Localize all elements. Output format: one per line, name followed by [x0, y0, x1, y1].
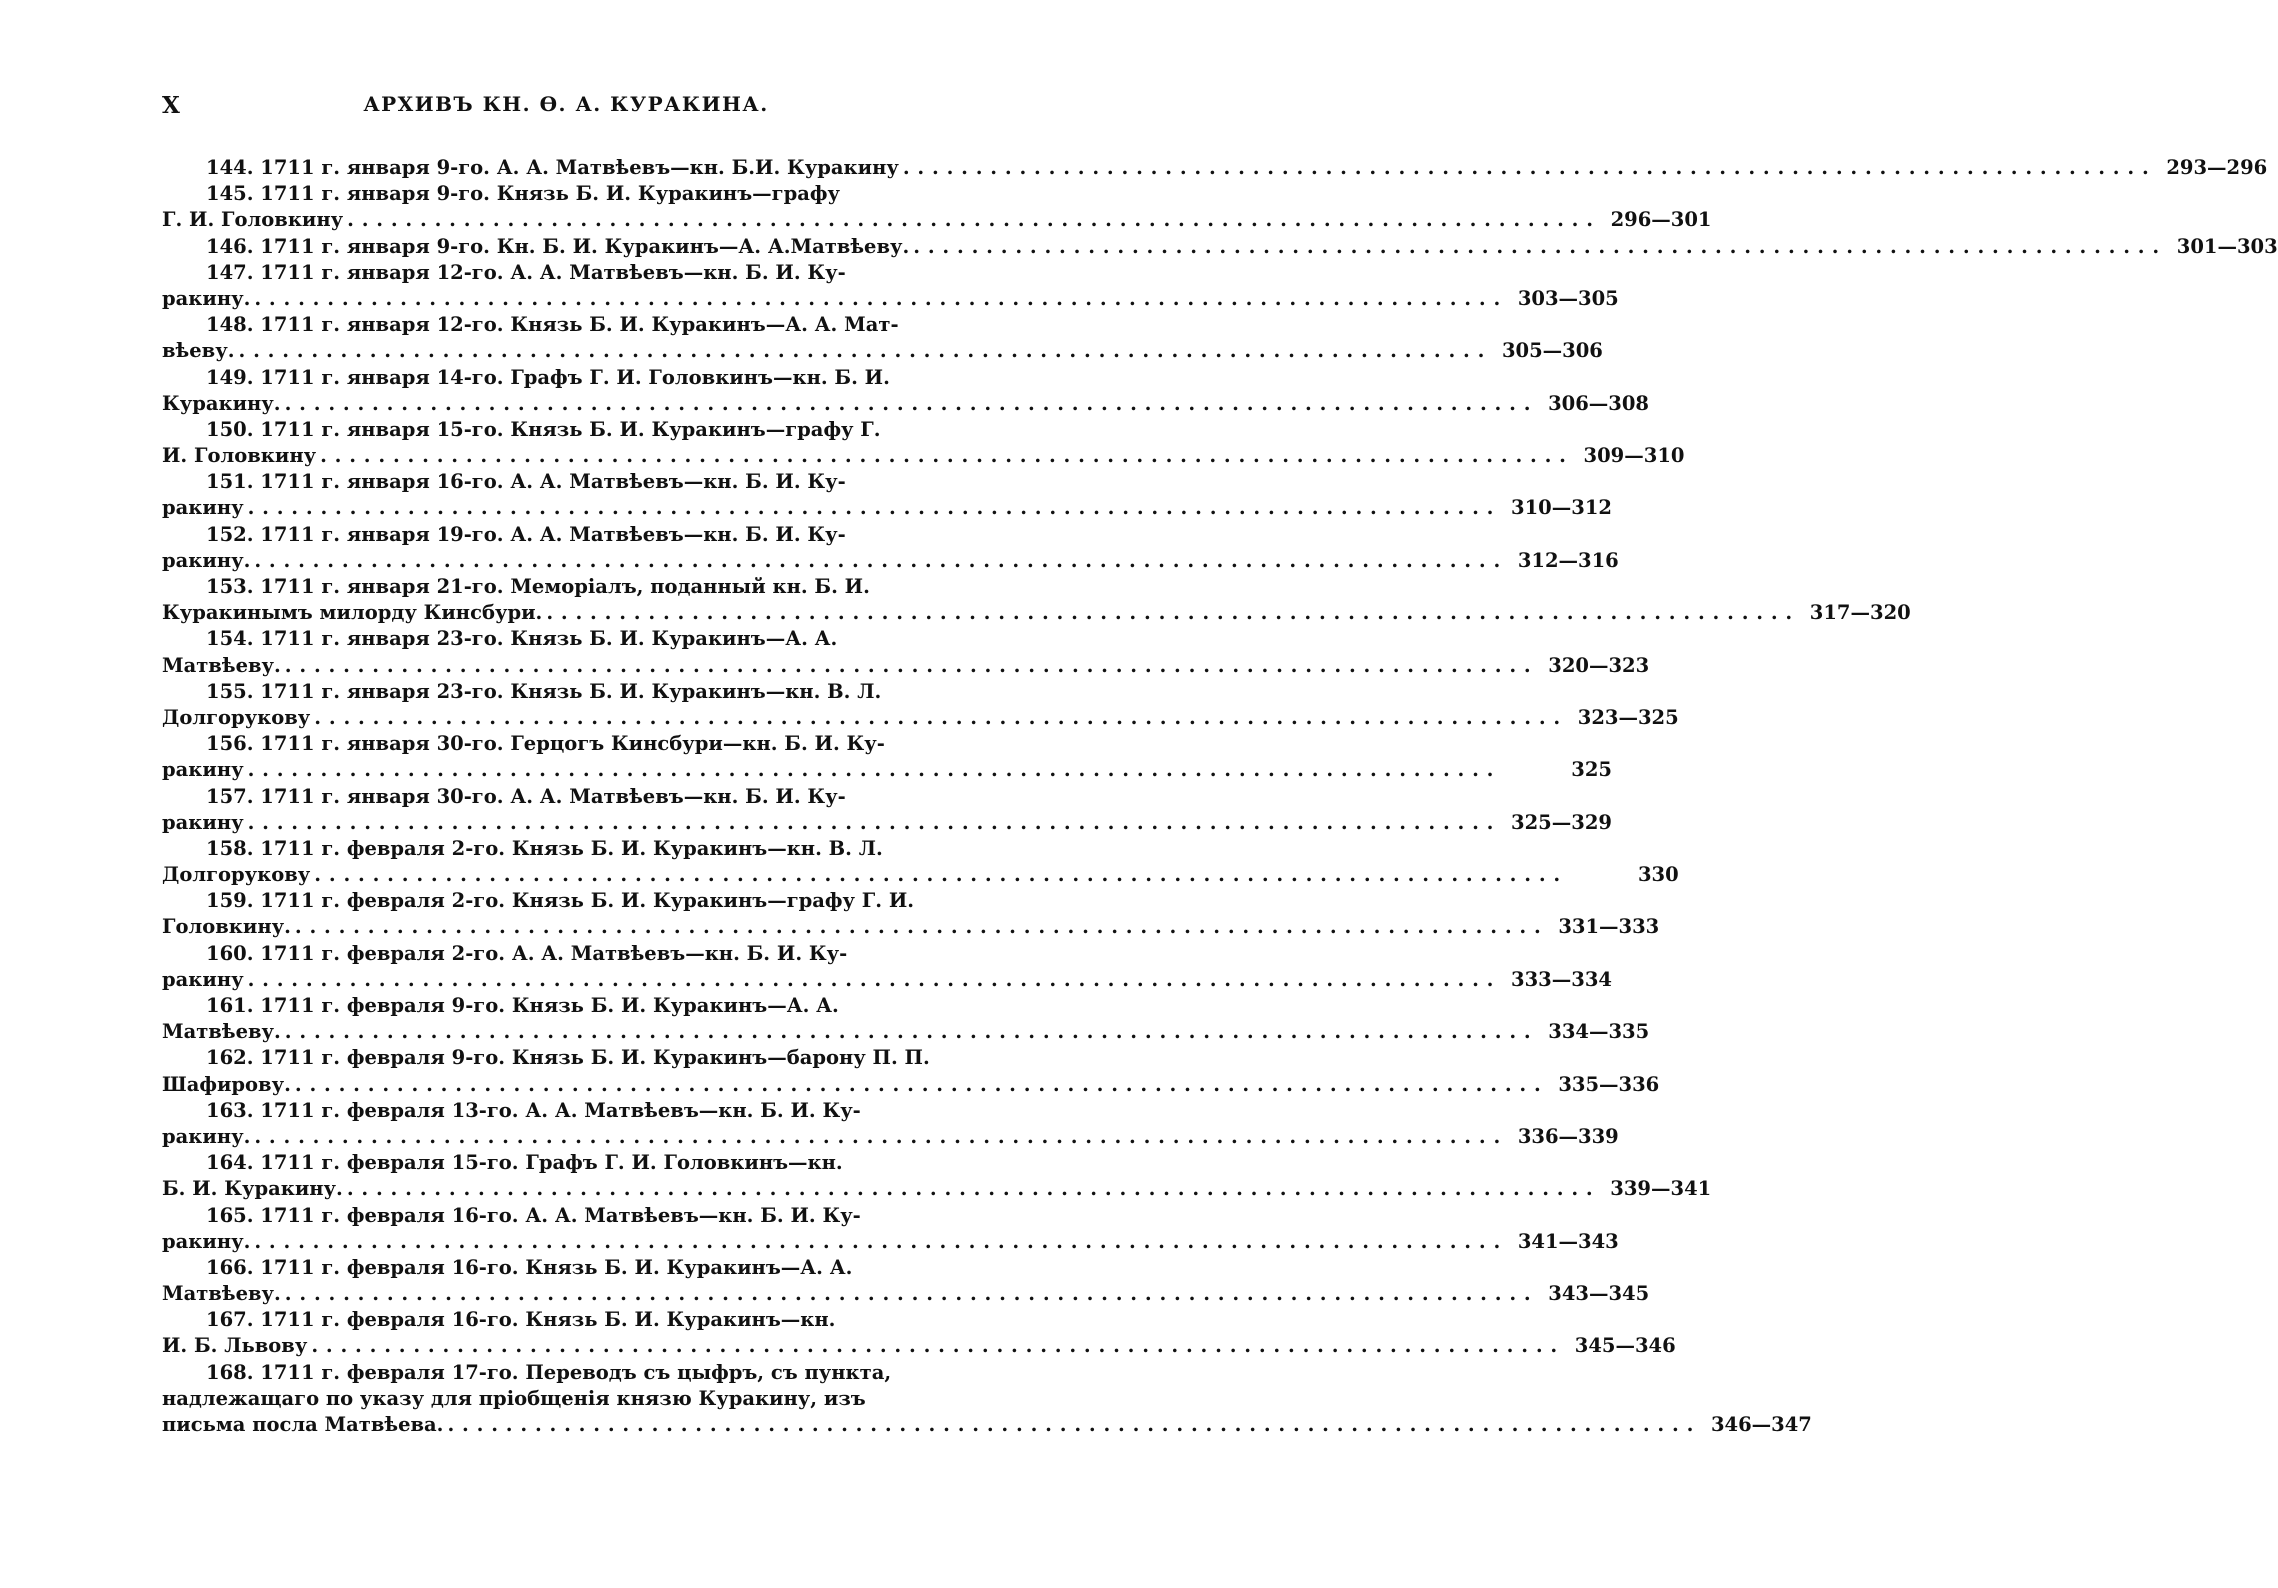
toc-entry — [162, 784, 1612, 836]
dot-leader — [235, 338, 1485, 364]
toc-entry — [162, 469, 1612, 521]
page-range: 317—320 — [1809, 601, 1911, 625]
toc-entry-line — [162, 1176, 1712, 1202]
toc-entry — [162, 888, 1660, 940]
toc-entry-text: 164. 1711 г. февраля 15-го. Графъ Г. И. Головкинъ—кн. — [206, 1151, 843, 1175]
toc-entry-line — [162, 391, 1649, 417]
toc-entry-line — [162, 1019, 1650, 1045]
page-range: 345—346 — [1574, 1334, 1676, 1358]
toc-entry-line — [162, 836, 970, 862]
page-range: 346—347 — [1710, 1413, 1812, 1436]
page-range: 331—333 — [1558, 915, 1660, 939]
toc-entry-line — [162, 679, 970, 705]
page-range: 306—308 — [1548, 391, 1649, 415]
toc-entry — [162, 1150, 1712, 1202]
toc-entry-line — [162, 1360, 970, 1386]
toc-entry-text: 149. 1711 г. января 14-го. Графъ Г. И. Головкинъ—кн. Б. И. — [206, 365, 890, 389]
toc-entry-text: ракину — [162, 810, 244, 834]
toc-entry — [162, 941, 1612, 993]
toc-entry-text: 148. 1711 г. января 12-го. Князь Б. И. Куракинъ—А. А. Мат- — [206, 313, 899, 337]
toc-entry-text: 167. 1711 г. февраля 16-го. Князь Б. И. Куракинъ—кн. — [206, 1308, 836, 1332]
dot-leader — [542, 600, 1792, 626]
toc-entry-line — [162, 260, 970, 286]
toc-entry — [162, 1203, 1619, 1255]
toc-entry-line — [162, 1281, 1650, 1307]
toc-entry — [162, 1098, 1619, 1150]
toc-entry-line — [162, 1307, 970, 1333]
toc-entry-text: 151. 1711 г. января 16-го. А. А. Матвѣевъ—кн. Б. И. Ку- — [206, 470, 846, 494]
toc-entry-line — [162, 286, 1619, 312]
toc-entry-text: 156. 1711 г. января 30-го. Герцогъ Кинсбури—кн. Б. И. Ку- — [206, 732, 885, 756]
toc-entry-line — [162, 312, 970, 338]
dot-leader — [281, 653, 1531, 679]
dot-leader — [244, 495, 1494, 521]
toc-entry-line — [162, 155, 2268, 181]
toc-entry-text: Б. И. Куракину. — [162, 1177, 343, 1201]
page-range: 341—343 — [1517, 1229, 1619, 1253]
dot-leader — [307, 1333, 1557, 1359]
toc-entry — [162, 993, 1650, 1045]
page-range: 343—345 — [1548, 1282, 1650, 1306]
page-range: 312—316 — [1517, 548, 1619, 572]
running-title: АРХИВЪ КН. Ѳ. А. КУРАКИНА. — [363, 92, 769, 116]
toc-entry-text: Матвѣеву. — [162, 653, 281, 677]
toc-entry-text: Шафирову. — [162, 1072, 291, 1096]
toc-entry-line — [162, 862, 1679, 888]
page-range: 333—334 — [1511, 967, 1612, 991]
toc-entry-text: 168. 1711 г. февраля 17-го. Переводъ съ цыфръ, съ пункта, — [206, 1360, 892, 1384]
toc-entry-text: 159. 1711 г. февраля 2-го. Князь Б. И. Куракинъ—графу Г. И. — [206, 889, 915, 913]
toc-entry-text: надлежащаго по указу для пріобщенія князю Куракину, изъ — [162, 1386, 866, 1410]
page-range: 325—329 — [1511, 810, 1612, 834]
toc-entry-line — [162, 1098, 970, 1124]
dot-leader — [316, 443, 1566, 469]
toc-entry-line — [162, 653, 1650, 679]
toc-entry — [162, 312, 1603, 364]
toc-entry — [162, 836, 1679, 888]
dot-leader — [443, 1412, 1693, 1438]
page-range: 330 — [1637, 863, 1679, 887]
toc-entry-line — [162, 784, 970, 810]
page-header — [162, 92, 970, 122]
toc-entry-text: 155. 1711 г. января 23-го. Князь Б. И. Куракинъ—кн. В. Л. — [206, 679, 882, 703]
toc-entry — [162, 417, 1685, 469]
toc-entry-line — [162, 1124, 1619, 1150]
toc-entry-text: Г. И. Головкину — [162, 208, 344, 232]
toc-entry-text: ракину — [162, 967, 244, 991]
toc-entry-line — [162, 1150, 970, 1176]
dot-leader — [281, 1019, 1531, 1045]
page-range: 301—303 — [2176, 234, 2278, 258]
toc-entry-text: ракину — [162, 496, 244, 520]
toc-entry-line — [162, 967, 1612, 993]
toc-entry-text: ракину. — [162, 548, 251, 572]
toc-entry-line — [162, 731, 970, 757]
dot-leader — [244, 967, 1494, 993]
dot-leader — [281, 1281, 1531, 1307]
toc-entry-line — [162, 626, 970, 652]
toc-entry-text: Долгорукову — [162, 863, 311, 887]
page-range: 296—301 — [1610, 208, 1712, 232]
toc-entry — [162, 731, 1612, 783]
toc-entry-line — [162, 522, 970, 548]
toc-entry-line — [162, 1072, 1660, 1098]
toc-entry-text: ракину. — [162, 1229, 251, 1253]
toc-entry-text: ракину — [162, 758, 244, 782]
toc-entry-text: И. Б. Львову — [162, 1334, 308, 1358]
toc-entry-line — [162, 1333, 1676, 1359]
toc-entry-line — [162, 1255, 970, 1281]
toc-entry-line — [162, 365, 970, 391]
toc-entry-text: 147. 1711 г. января 12-го. А. А. Матвѣевъ—кн. Б. И. Ку- — [206, 260, 846, 284]
toc-entry-line — [162, 338, 1603, 364]
toc-entry-line — [162, 443, 1685, 469]
page-number: X — [162, 92, 180, 119]
toc-entry-line — [162, 1412, 1812, 1438]
toc-entry-line — [162, 1229, 1619, 1255]
dot-leader — [909, 234, 2159, 260]
toc-entry — [162, 1360, 1812, 1439]
dot-leader — [250, 286, 1500, 312]
toc-entry-text: 157. 1711 г. января 30-го. А. А. Матвѣевъ—кн. Б. И. Ку- — [206, 784, 846, 808]
toc-entry-text: 160. 1711 г. февраля 2-го. А. А. Матвѣевъ—кн. Б. И. Ку- — [206, 941, 848, 965]
toc-entry-text: 166. 1711 г. февраля 16-го. Князь Б. И. Куракинъ—А. А. — [206, 1255, 853, 1279]
toc-entry-text: И. Головкину — [162, 444, 317, 468]
toc-entry-text: Куракинымъ милорду Кинсбури. — [162, 601, 543, 625]
dot-leader — [250, 1229, 1500, 1255]
toc-entry-text: 144. 1711 г. января 9-го. А. А. Матвѣевъ—кн. Б.И. Куракину — [206, 156, 899, 179]
toc-entry — [162, 181, 1712, 233]
toc-entry-text: ракину. — [162, 1124, 251, 1148]
toc-entry-text: Куракину. — [162, 391, 281, 415]
dot-leader — [281, 391, 1531, 417]
toc-entry — [162, 574, 1911, 626]
toc-entry-text: Долгорукову — [162, 705, 311, 729]
toc-entry-text: ракину. — [162, 286, 251, 310]
dot-leader — [244, 757, 1494, 783]
toc-entry-line — [162, 1045, 970, 1071]
page-range: 339—341 — [1610, 1177, 1712, 1201]
page-range: 334—335 — [1548, 1020, 1650, 1044]
dot-leader — [244, 810, 1494, 836]
page-range: 336—339 — [1517, 1124, 1619, 1148]
toc-entry-text: 145. 1711 г. января 9-го. Князь Б. И. Куракинъ—графу — [206, 182, 840, 206]
toc-entry-text: 162. 1711 г. февраля 9-го. Князь Б. И. Куракинъ—барону П. П. — [206, 1046, 930, 1070]
toc-entry-text: 158. 1711 г. февраля 2-го. Князь Б. И. Куракинъ—кн. В. Л. — [206, 836, 883, 860]
toc-entry-text: 154. 1711 г. января 23-го. Князь Б. И. Куракинъ—А. А. — [206, 627, 838, 651]
toc-entry-line — [162, 181, 970, 207]
toc-entry-line — [162, 469, 970, 495]
dot-leader — [343, 207, 1593, 233]
toc-entry-line — [162, 600, 1911, 626]
toc-entry-line — [162, 914, 1660, 940]
toc-entry-line — [162, 417, 970, 443]
dot-leader — [291, 1072, 1541, 1098]
toc-entry-line — [162, 207, 1712, 233]
toc-entry — [162, 365, 1649, 417]
dot-leader — [291, 914, 1541, 940]
toc-entry-text: Матвѣеву. — [162, 1282, 281, 1306]
toc-entry-line — [162, 1203, 970, 1229]
toc-entry — [162, 522, 1619, 574]
page-range: 305—306 — [1501, 339, 1603, 363]
page-range: 323—325 — [1577, 705, 1679, 729]
toc-entry-line — [162, 993, 970, 1019]
toc-entry — [162, 1307, 1676, 1359]
dot-leader — [250, 1124, 1500, 1150]
toc-entry — [162, 679, 1679, 731]
dot-leader — [310, 862, 1560, 888]
toc-entry-line — [162, 234, 2278, 260]
page-range: 303—305 — [1517, 286, 1619, 310]
toc-entry-text: 161. 1711 г. февраля 9-го. Князь Б. И. Куракинъ—А. А. — [206, 994, 839, 1017]
page-range: 335—336 — [1558, 1072, 1660, 1096]
toc-entry-text: 146. 1711 г. января 9-го. Кн. Б. И. Куракинъ—А. А.Матвѣеву. — [206, 234, 910, 258]
toc-entry-line — [162, 548, 1619, 574]
dot-leader — [343, 1176, 1593, 1202]
toc-entry-line — [162, 705, 1679, 731]
page-range: 325 — [1571, 758, 1612, 782]
toc-entry-text: Головкину. — [162, 915, 291, 939]
toc-entry-line — [162, 941, 970, 967]
toc-entry — [162, 1255, 1650, 1307]
toc-entry-text: вѣеву. — [162, 339, 235, 363]
toc-entry-line — [162, 888, 970, 914]
toc-entry-text: 165. 1711 г. февраля 16-го. А. А. Матвѣевъ—кн. Б. И. Ку- — [206, 1203, 861, 1227]
toc-entry-text: письма посла Матвѣева. — [162, 1413, 444, 1436]
page-range: 293—296 — [2166, 156, 2268, 179]
toc-entry-text: Матвѣеву. — [162, 1020, 281, 1044]
page-range: 310—312 — [1511, 496, 1612, 520]
toc-entry-text: 163. 1711 г. февраля 13-го. А. А. Матвѣевъ—кн. Б. И. Ку- — [206, 1098, 861, 1122]
toc-entry-line — [162, 495, 1612, 521]
toc-entry — [162, 234, 2278, 260]
toc-entry-text: 153. 1711 г. января 21-го. Меморіалъ, поданный кн. Б. И. — [206, 575, 870, 598]
dot-leader — [250, 548, 1500, 574]
dot-leader — [899, 155, 2149, 181]
toc-entry-line — [162, 810, 1612, 836]
table-of-contents — [162, 155, 2278, 1438]
page-range: 320—323 — [1548, 653, 1650, 677]
toc-entry — [162, 626, 1650, 678]
toc-entry-line — [162, 574, 970, 600]
toc-entry-line — [162, 757, 1612, 783]
toc-entry — [162, 155, 2268, 181]
toc-entry-text: 152. 1711 г. января 19-го. А. А. Матвѣевъ—кн. Б. И. Ку- — [206, 522, 846, 546]
dot-leader — [310, 705, 1560, 731]
toc-entry-text: 150. 1711 г. января 15-го. Князь Б. И. Куракинъ—графу Г. — [206, 417, 881, 441]
toc-entry-line — [162, 1386, 970, 1412]
toc-entry — [162, 1045, 1660, 1097]
toc-entry — [162, 260, 1619, 312]
page-range: 309—310 — [1583, 444, 1685, 468]
